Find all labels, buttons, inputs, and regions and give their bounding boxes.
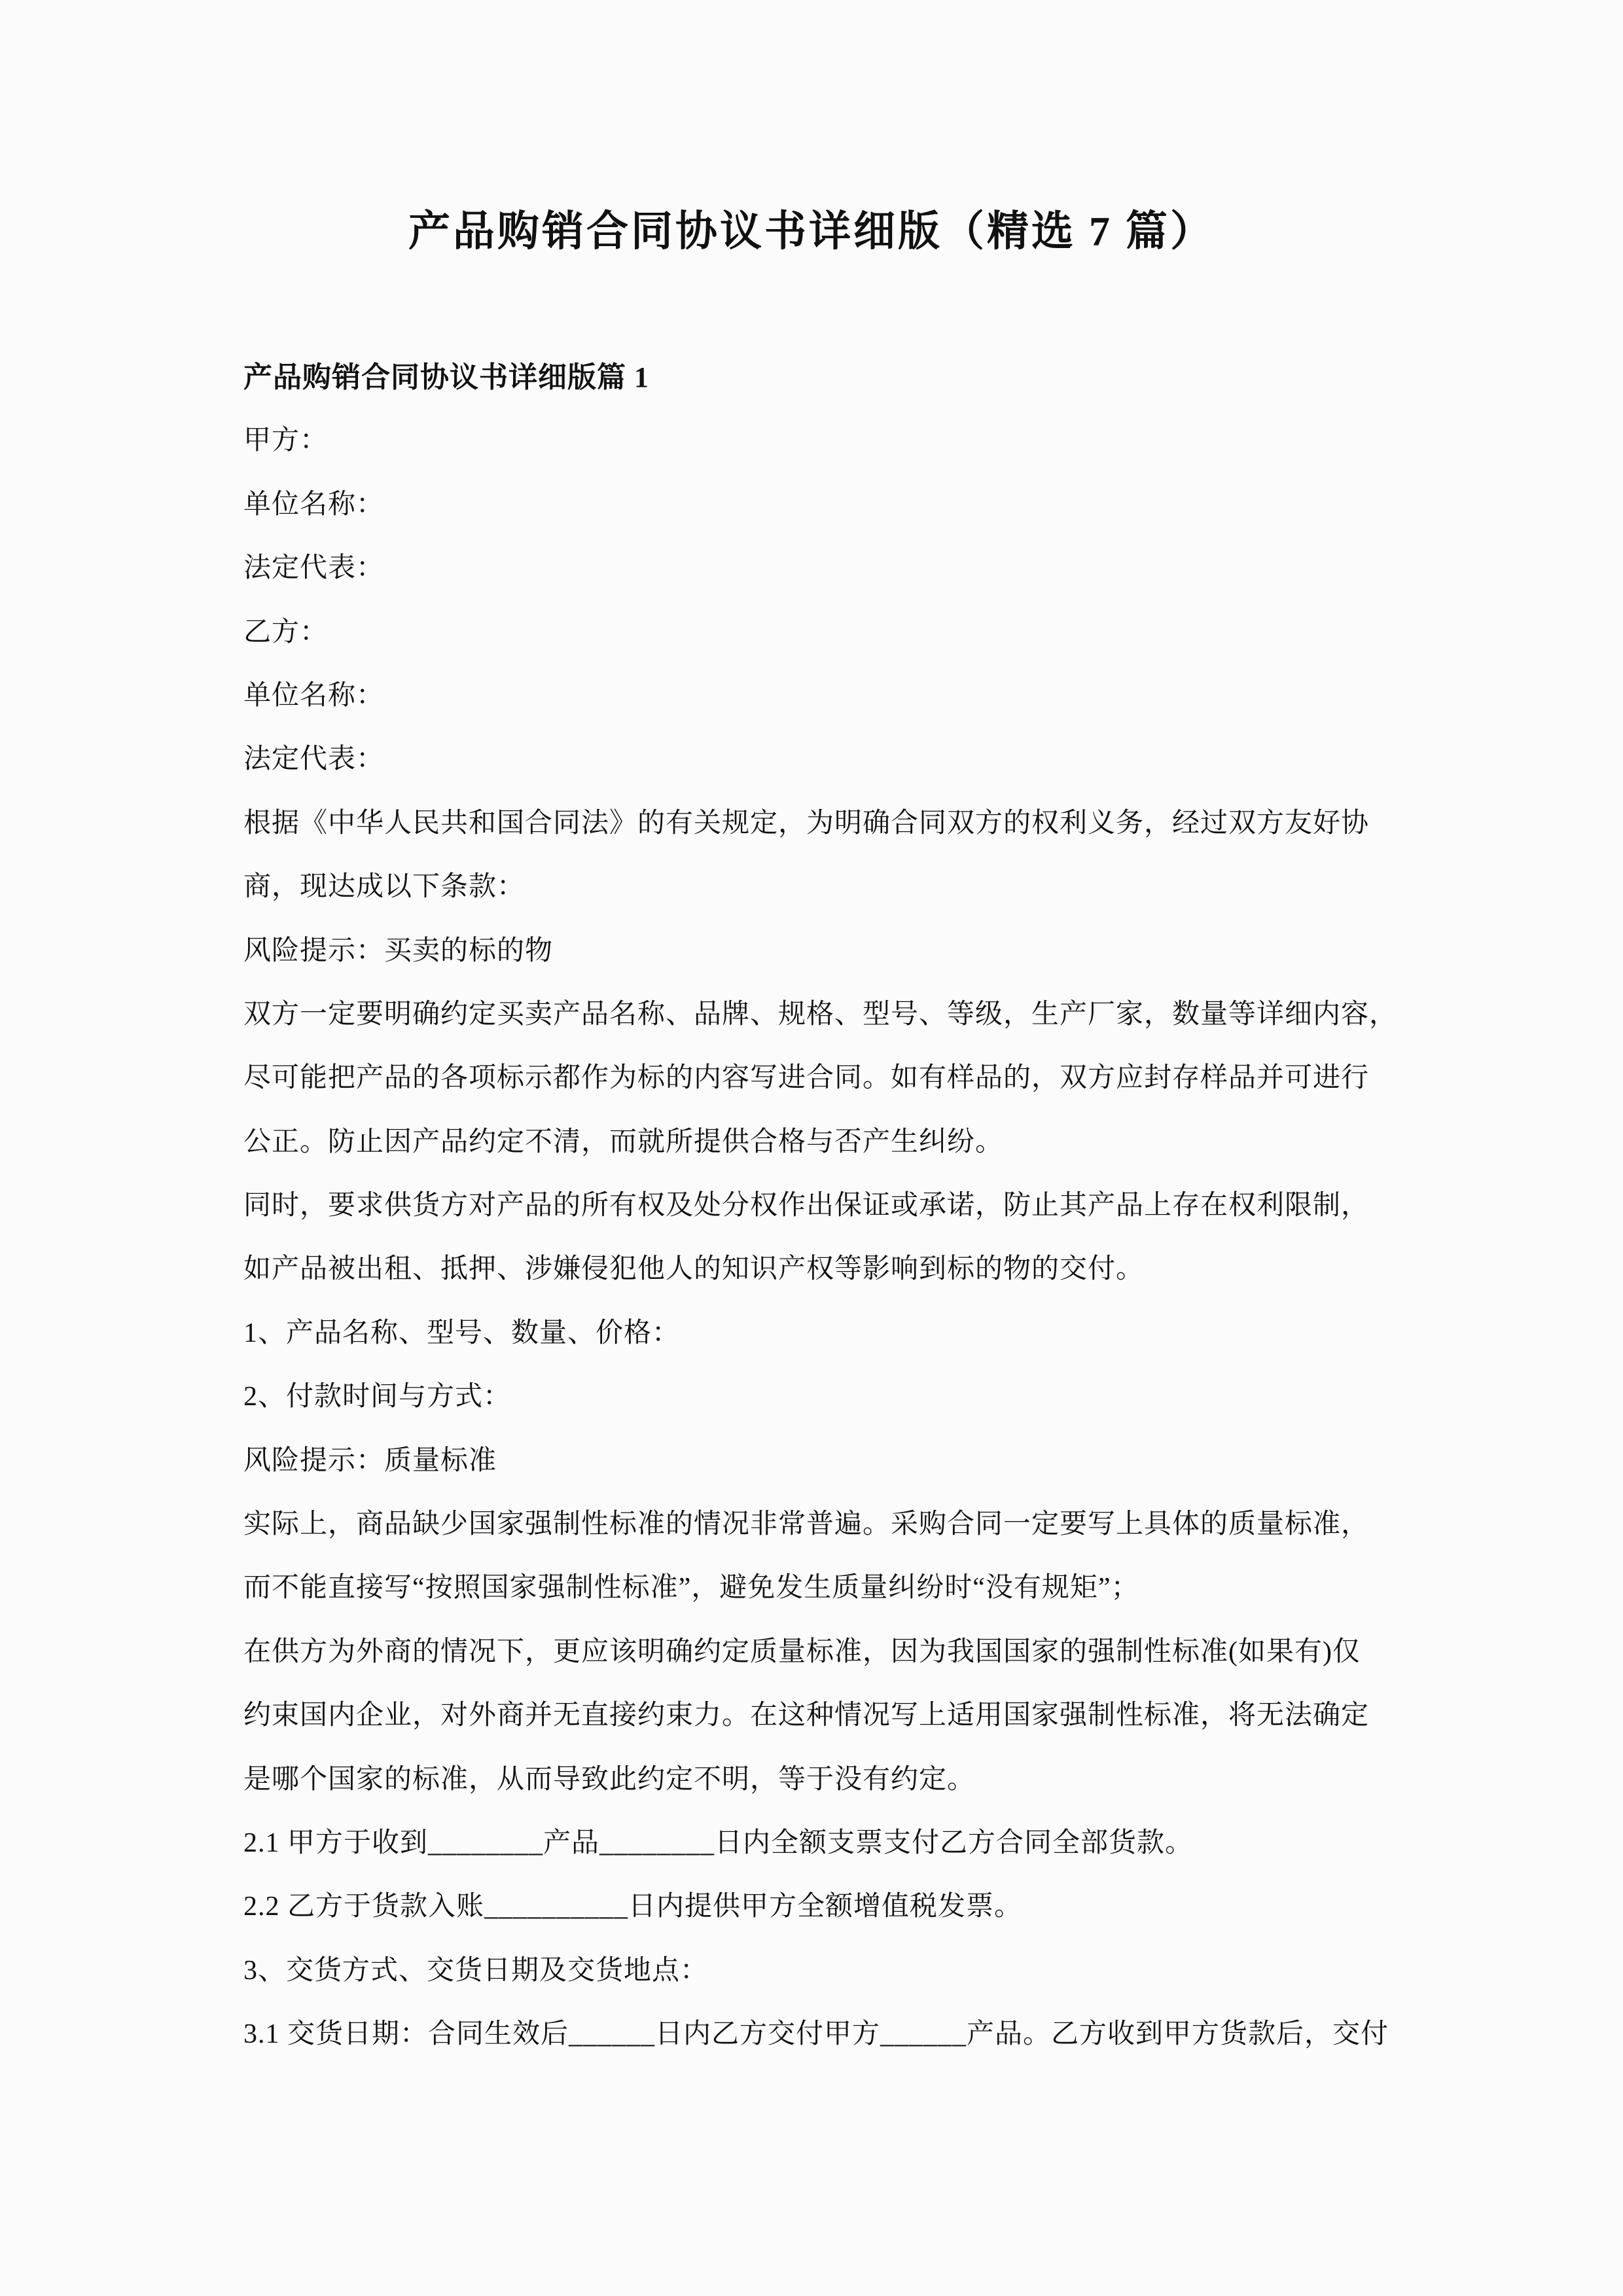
document-line: 1、产品名称、型号、数量、价格： [243, 1318, 681, 1348]
document-line: 尽可能把产品的各项标示都作为标的内容写进合同。如有样品的，双方应封存样品并可进行 [243, 1063, 1370, 1094]
document-section-heading: 产品购销合同协议书详细版篇 1 [243, 361, 649, 393]
document-line: 在供方为外商的情况下，更应该明确约定质量标准，因为我国国家的强制性标准(如果有)仅 [243, 1636, 1361, 1667]
document-line: 2、付款时间与方式： [243, 1382, 512, 1412]
document-line: 风险提示：买卖的标的物 [243, 935, 554, 966]
document-line: 单位名称： [243, 489, 385, 520]
document-body [243, 346, 1408, 2067]
document-line: 双方一定要明确约定买卖产品名称、品牌、规格、型号、等级，生产厂家，数量等详细内容， [243, 999, 1398, 1030]
document-line: 实际上，商品缺少国家强制性标准的情况非常普遍。采购合同一定要写上具体的质量标准， [243, 1509, 1370, 1540]
document-line: 公正。防止因产品约定不清，而就所提供合格与否产生纠纷。 [243, 1126, 1004, 1157]
document-line: 风险提示：质量标准 [243, 1445, 497, 1476]
document-line: 如产品被出租、抵押、涉嫌侵犯他人的知识产权等影响到标的物的交付。 [243, 1254, 1145, 1285]
document-line: 法定代表： [243, 744, 385, 775]
document-line: 而不能直接写“按照国家强制性标准”，避免发生质量纠纷时“没有规矩”； [243, 1573, 1139, 1604]
document-line: 2.1 甲方于收到________产品________日内全额支票支付乙方合同全部货款。 [243, 1827, 1194, 1858]
document-line: 法定代表： [243, 553, 385, 584]
document-line: 约束国内企业，对外商并无直接约束力。在这种情况写上适用国家强制性标准，将无法确定 [243, 1700, 1370, 1731]
document-line: 是哪个国家的标准，从而导致此约定不明，等于没有约定。 [243, 1764, 976, 1795]
page-title: 产品购销合同协议书详细版（精选 7 篇） [408, 208, 1215, 255]
document-line: 3、交货方式、交货日期及交货地点： [243, 1955, 709, 1986]
document-line: 同时，要求供货方对产品的所有权及处分权作出保证或承诺，防止其产品上存在权利限制， [243, 1191, 1370, 1221]
document-line: 3.1 交货日期：合同生效后______日内乙方交付甲方______产品。乙方收到甲方货款后，交付 [243, 2019, 1389, 2050]
document-line: 根据《中华人民共和国合同法》的有关规定，为明确合同双方的权利义务，经过双方友好协 [243, 808, 1370, 838]
document-line: 甲方： [243, 425, 329, 456]
document-line: 2.2 乙方于货款入账__________日内提供甲方全额增值税发票。 [243, 1892, 1023, 1922]
document-line: 商，现达成以下条款： [243, 872, 526, 903]
document-line: 乙方： [243, 617, 329, 647]
document-line: 单位名称： [243, 680, 385, 711]
